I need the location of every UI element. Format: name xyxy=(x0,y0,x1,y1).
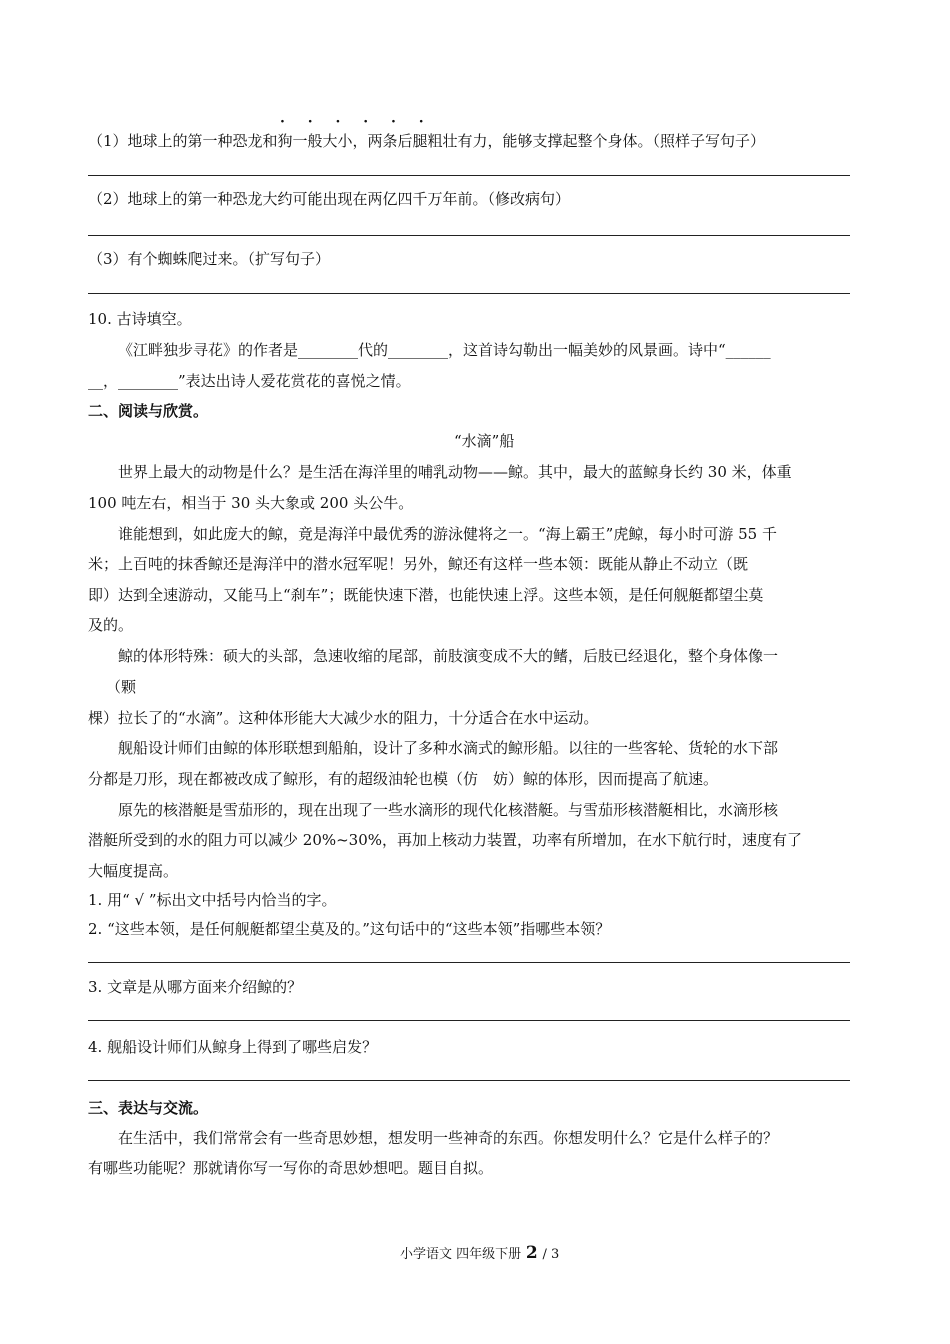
paragraph-5-line-2: 潜艇所受到的水的阻力可以减少 20%~30%，再加上核动力装置，功率有所增加，在水下航行时，速度有了 xyxy=(88,831,803,849)
paragraph-1-line-1: 世界上最大的动物是什么？是生活在海洋里的哺乳动物——鲸。其中，最大的蓝鲸身长约 30 米，体重 xyxy=(118,463,792,481)
reading-question-3: 3. 文章是从哪方面来介绍鲸的？ xyxy=(88,978,303,996)
paragraph-2-line-3: 即）达到全速游动，又能马上“刹车”；既能快速下潜，也能快速上浮。这些本领，是任何舰艇都望尘莫 xyxy=(88,586,764,604)
question-10-line-1: 《江畔独步寻花》的作者是________代的________，这首诗勾勒出一幅美妙的风景画。诗中“______ xyxy=(118,341,771,359)
footer-label: 小学语文 四年级下册 xyxy=(400,1247,522,1262)
paragraph-3-line-1: 鲸的体形特殊：硕大的头部，急速收缩的尾部，前肢演变成不大的鳍，后肢已经退化，整个身体像一 xyxy=(118,647,779,665)
paragraph-2-line-4: 及的。 xyxy=(88,616,134,634)
section-2-heading: 二、阅读与欣赏。 xyxy=(88,402,209,420)
answer-line-9-2[interactable] xyxy=(88,235,850,236)
composition-prompt-line-1: 在生活中，我们常常会有一些奇思妙想，想发明一些神奇的东西。你想发明什么？它是什么样子的？ xyxy=(118,1129,779,1147)
paragraph-2-line-1: 谁能想到，如此庞大的鲸，竟是海洋中最优秀的游泳健将之一。“海上霸王”虎鲸，每小时可游 55 千 xyxy=(118,525,777,543)
paragraph-5-line-1: 原先的核潜艇是雪茄形的，现在出现了一些水滴形的现代化核潜艇。与雪茄形核潜艇相比，水滴形核 xyxy=(118,801,779,819)
paragraph-4-line-2: 分都是刀形，现在都被改成了鲸形，有的超级油轮也模（仿 妨）鲸的体形，因而提高了航速。 xyxy=(88,770,719,788)
composition-prompt-line-2: 有哪些功能呢？那就请你写一写你的奇思妙想吧。题目自拟。 xyxy=(88,1159,494,1177)
answer-line-9-3[interactable] xyxy=(88,293,850,294)
paragraph-5-line-3: 大幅度提高。 xyxy=(88,862,179,880)
paragraph-4-line-1: 舰船设计师们由鲸的体形联想到船舶，设计了多种水滴式的鲸形船。以往的一些客轮、货轮的水下部 xyxy=(118,739,779,757)
paragraph-3-line-2: （颗 xyxy=(106,678,137,696)
answer-line-reading-4[interactable] xyxy=(88,1080,850,1081)
page-number: 2 xyxy=(525,1243,538,1263)
question-9-3: （3）有个蜘蛛爬过来。（扩写句子） xyxy=(88,250,331,268)
question-9-2: （2）地球上的第一种恐龙大约可能出现在两亿四千万年前。（修改病句） xyxy=(88,190,571,208)
answer-line-reading-2[interactable] xyxy=(88,962,850,963)
paragraph-1-line-2: 100 吨左右，相当于 30 头大象或 200 头公牛。 xyxy=(88,494,414,512)
emphasis-dots: · · · · · · xyxy=(280,114,433,130)
question-9-1: （1）地球上的第一种恐龙和狗一般大小，两条后腿粗壮有力，能够支撑起整个身体。（照样子写句子） xyxy=(88,132,766,150)
paragraph-3-line-3: 棵）拉长了的“水滴”。这种体形能大大减少水的阻力，十分适合在水中运动。 xyxy=(88,709,599,727)
reading-question-1: 1. 用“ √ ”标出文中括号内恰当的字。 xyxy=(88,891,337,909)
section-3-heading: 三、表达与交流。 xyxy=(88,1099,209,1117)
page-footer xyxy=(400,1243,559,1263)
answer-line-9-1[interactable] xyxy=(88,175,850,176)
page-total: / 3 xyxy=(542,1247,560,1262)
question-10-line-2: __，________”表达出诗人爱花赏花的喜悦之情。 xyxy=(88,372,411,390)
question-10-title: 10. 古诗填空。 xyxy=(88,310,192,328)
paragraph-2-line-2: 米；上百吨的抹香鲸还是海洋中的潜水冠军呢！另外，鲸还有这样一些本领：既能从静止不动立（既 xyxy=(88,555,749,573)
answer-line-reading-3[interactable] xyxy=(88,1020,850,1021)
article-title: “水滴”船 xyxy=(454,432,515,450)
reading-question-4: 4. 舰船设计师们从鲸身上得到了哪些启发？ xyxy=(88,1038,378,1056)
reading-question-2: 2. “这些本领，是任何舰艇都望尘莫及的。”这句话中的“这些本领”指哪些本领？ xyxy=(88,920,611,938)
